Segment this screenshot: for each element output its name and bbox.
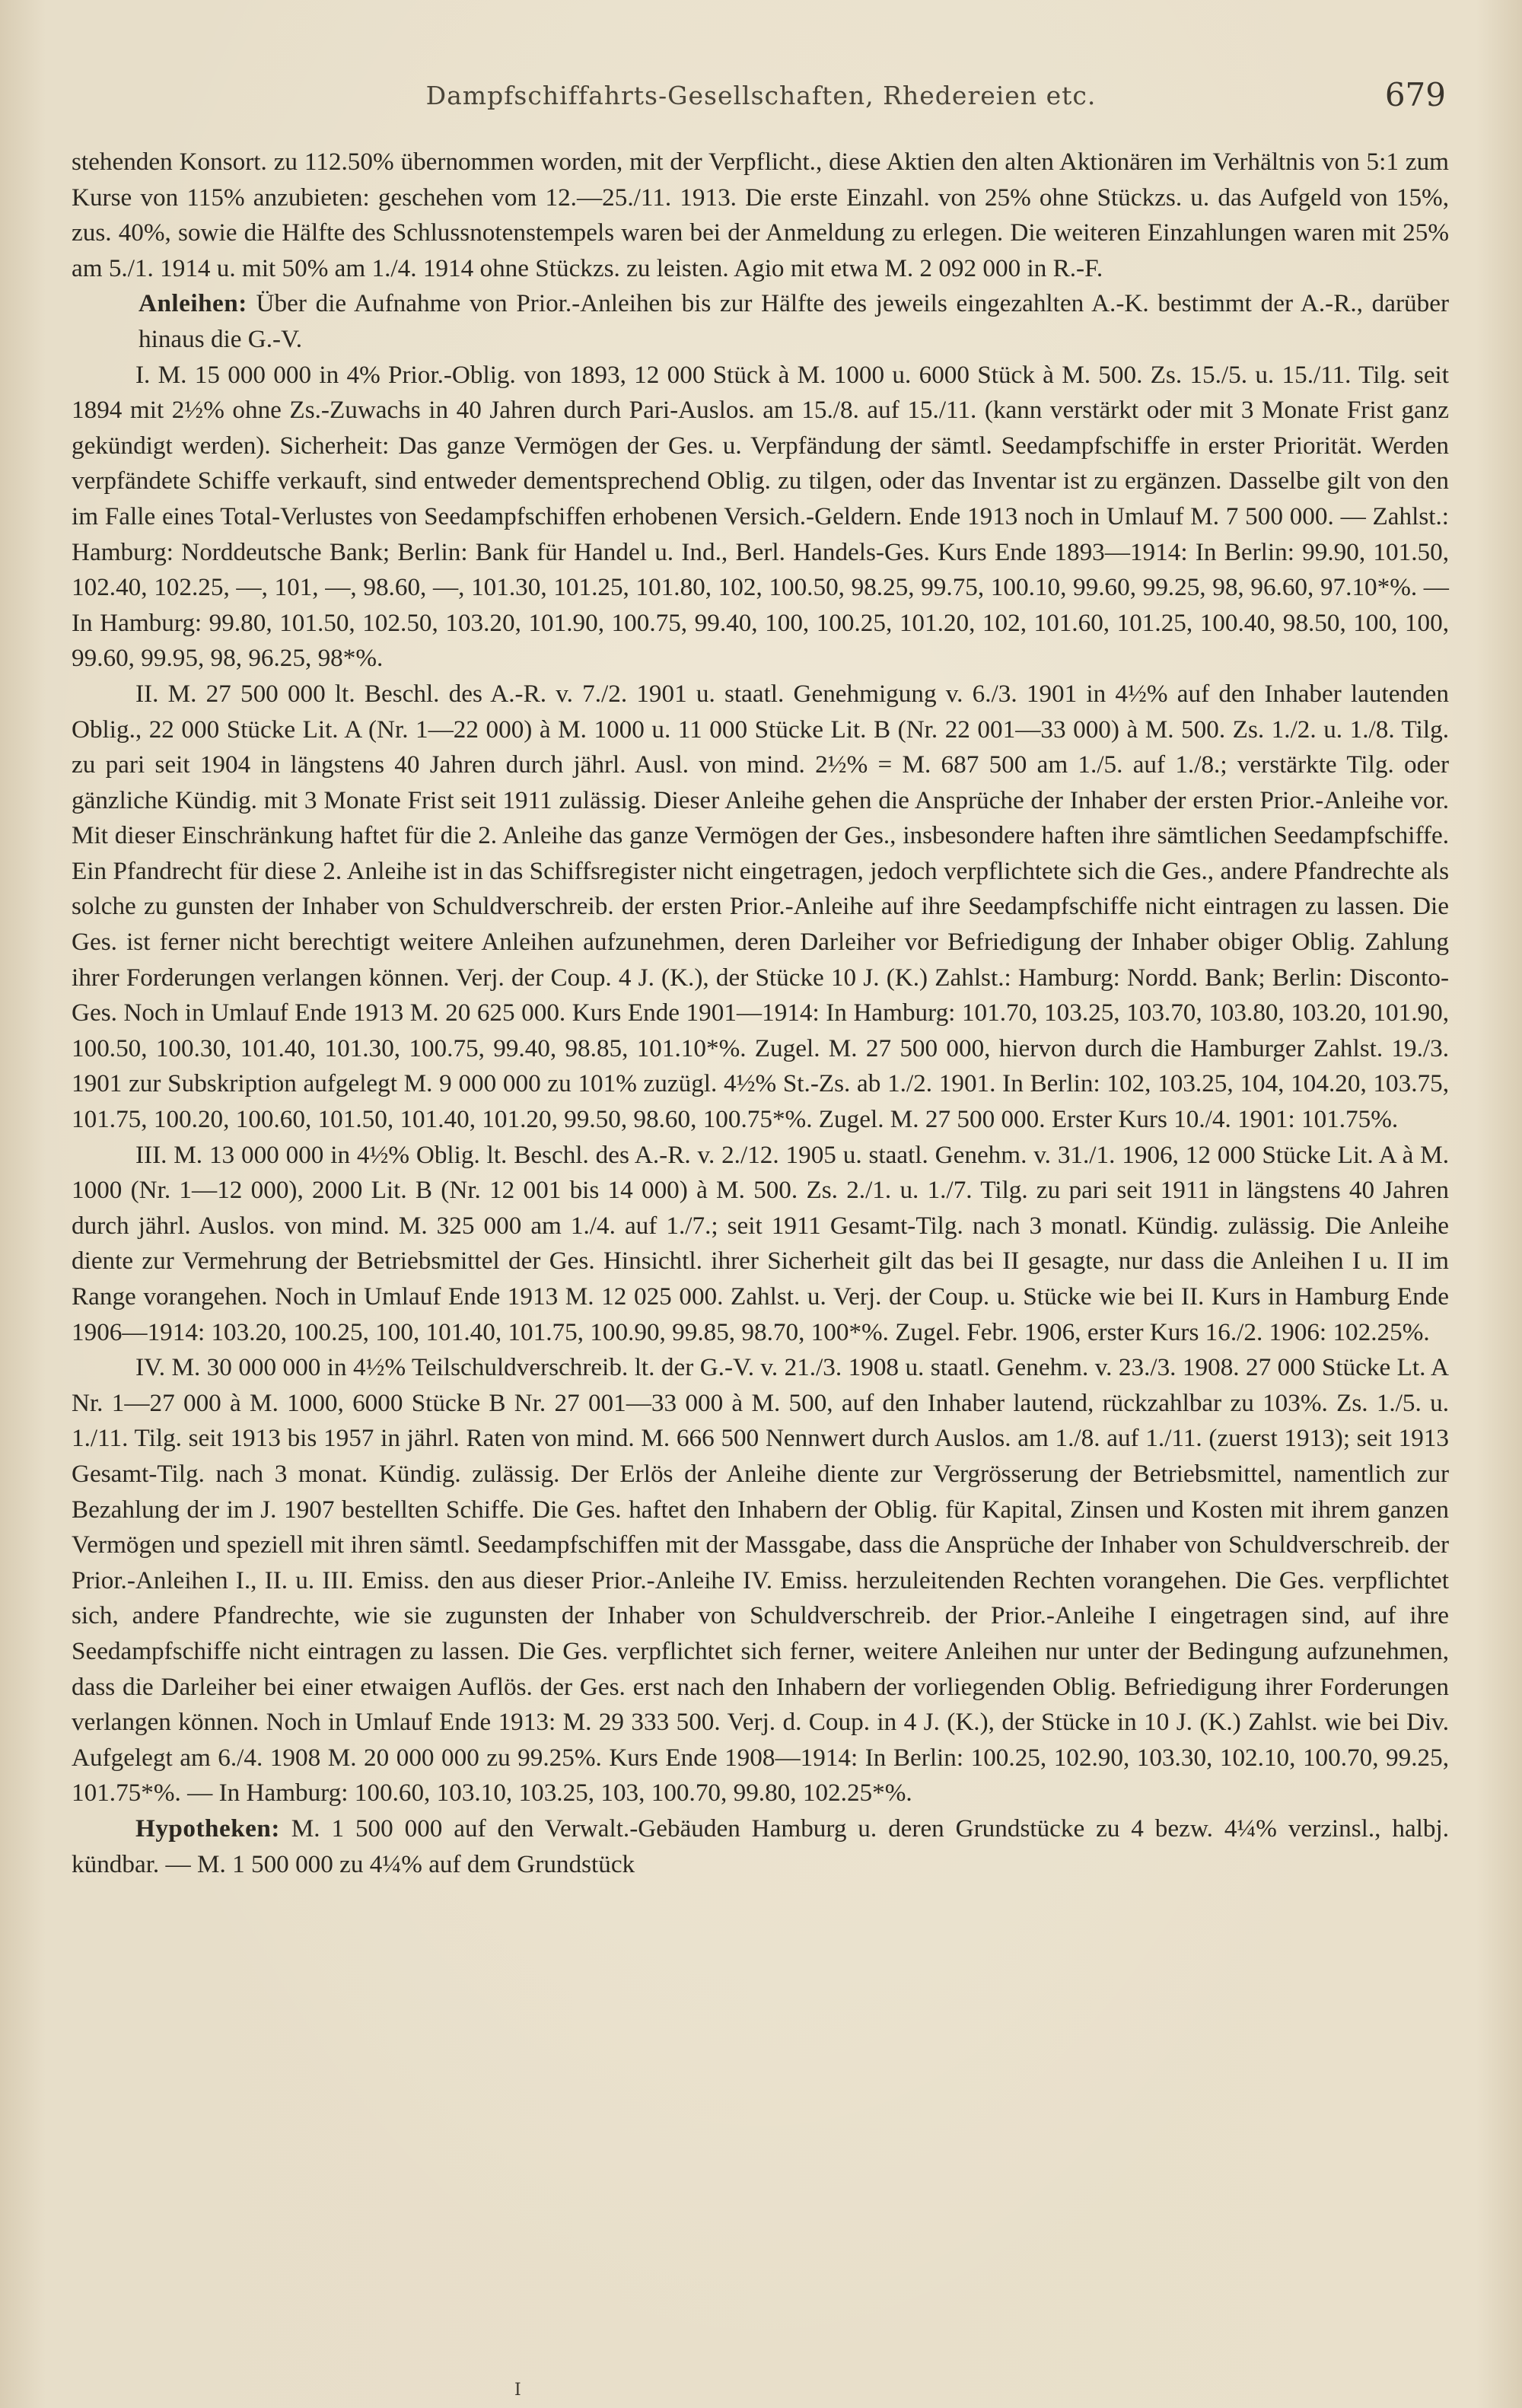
body-text [72, 145, 1449, 1882]
paragraph-text: M. 1 500 000 auf den Verwalt.-Gebäuden Hamburg u. deren Grundstücke zu 4 bezw. 4¼% verzinsl., halbj. kündbar. — M. 1 500 000 zu 4¼% auf dem Grundstück [72, 1814, 1450, 1878]
section-lead-anleihen: Anleihen: [139, 289, 247, 318]
paragraph-text: IV. M. 30 000 000 in 4½% Teilschuldverschreib. lt. der G.-V. v. 21./3. 1908 u. staatl. Genehm. v. 23./3. 1908. 27 000 Stücke Lt. A Nr. 1—27 000 à M. 1000, 6000 Stücke B Nr. 27 001—33 000 à M. 500, auf den Inhaber lautend, rückzahlbar zu 103%. Zs. 1./5. u. 1./11. Tilg. seit 1913 bis 1957 in jährl. Raten von mind. M. 666 500 Nennwert durch Auslos. am 1./8. auf 1./11. (zuerst 1913); seit 1913 Gesamt-Tilg. nach 3 monat. Kündig. zulässig. Der Erlös der Anleihe diente zur Vergrösserung der Betriebsmittel, namentlich zur Bezahlung der im J. 1907 bestellten Schiffe. Die Ges. haftet den Inhabern der Oblig. für Kapital, Zinsen und Kosten mit ihrem ganzen Vermögen und speziell mit ihren sämtl. Seedampfschiffen mit der Massgabe, dass die Ansprüche der Inhaber von Schuldverschreib. der Prior.-Anleihen I., II. u. III. Emiss. den aus dieser Prior.-Anleihe IV. Emiss. herzuleitenden Rechten vorangehen. Die Ges. verpflichtet sich, andere Pfandrechte, wie sie zugunsten der Inhaber von Schuldverschreib. der Prior.-Anleihe I eingetragen sind, auf ihre Seedampfschiffe nicht eintragen zu lassen. Die Ges. verpflichtet sich ferner, weitere Anleihen nur unter der Bedingung aufzunehmen, dass die Darleiher bei einer etwaigen Auflös. der Ges. erst nach den Inhabern der vorliegenden Oblig. Befriedigung ihrer Forderungen verlangen können. Noch in Umlauf Ende 1913: M. 29 333 500. Verj. d. Coup. in 4 J. (K.), der Stücke in 10 J. (K.) Zahlst. wie bei Div. Aufgelegt am 6./4. 1908 M. 20 000 000 zu 99.25%. Kurs Ende 1908—1914: In Berlin: 100.25, 102.90, 103.30, 102.10, 100.70, 99.25, 101.75*%. — In Hamburg: 100.60, 103.10, 103.25, 103, 100.70, 99.80, 102.25*%. [72, 1353, 1449, 1808]
page-header [0, 76, 1522, 122]
loan-iv [72, 1350, 1449, 1811]
paragraph-hypotheken [72, 1811, 1449, 1882]
paragraph-text: III. M. 13 000 000 in 4½% Oblig. lt. Beschl. des A.-R. v. 2./12. 1905 u. staatl. Genehm. v. 31./1. 1906, 12 000 Stücke Lit. A à M. 1000 (Nr. 1—12 000), 2000 Lit. B (Nr. 12 001 bis 14 000) à M. 500. Zs. 2./1. u. 1./7. Tilg. zu pari seit 1911 in längstens 40 Jahren durch jährl. Auslos. von mind. M. 325 000 am 1./4. auf 1./7.; seit 1911 Gesamt-Tilg. nach 3 monatl. Kündig. zulässig. Die Anleihe diente zur Vermehrung der Betriebsmittel der Ges. Hinsichtl. ihrer Sicherheit gilt das bei II gesagte, nur dass die Anleihen I u. II im Range vorangehen. Noch in Umlauf Ende 1913 M. 12 025 000. Zahlst. u. Verj. der Coup. u. Stücke wie bei II. Kurs in Hamburg Ende 1906—1914: 103.20, 100.25, 100, 101.40, 101.75, 100.90, 99.85, 98.70, 100*%. Zugel. Febr. 1906, erster Kurs 16./2. 1906: 102.25%. [72, 1140, 1449, 1346]
paragraph-anleihen [72, 286, 1449, 357]
paragraph-consortium [72, 145, 1449, 286]
loan-ii [72, 677, 1449, 1138]
loan-iii [72, 1138, 1449, 1351]
section-lead-hypotheken: Hypotheken: [135, 1814, 280, 1843]
signature-mark: I [514, 2381, 521, 2400]
paragraph-text: Über die Aufnahme von Prior.-Anleihen bis zur Hälfte des jeweils eingezahlten A.-K. bestimmt der A.-R., darüber hinaus die G.-V. [139, 289, 1450, 353]
running-title: Dampfschiffahrts-Gesellschaften, Rhedereien etc. [425, 81, 1097, 110]
loan-i [72, 358, 1449, 677]
paragraph-text: I. M. 15 000 000 in 4% Prior.-Oblig. von 1893, 12 000 Stück à M. 1000 u. 6000 Stück à M. 500. Zs. 15./5. u. 15./11. Tilg. seit 1894 mit 2½% ohne Zs.-Zuwachs in 40 Jahren durch Pari-Auslos. am 15./8. auf 15./11. (kann verstärkt oder mit 3 Monate Frist ganz gekündigt werden). Sicherheit: Das ganze Vermögen der Ges. u. Verpfändung der sämtl. Seedampfschiffe in erster Priorität. Werden verpfändete Schiffe verkauft, sind entweder dementsprechend Oblig. zu tilgen, oder das Inventar ist zu ergänzen. Dasselbe gilt von den im Falle eines Total-Verlustes von Seedampfschiffen erhobenen Versich.-Geldern. Ende 1913 noch in Umlauf M. 7 500 000. — Zahlst.: Hamburg: Norddeutsche Bank; Berlin: Bank für Handel u. Ind., Berl. Handels-Ges. Kurs Ende 1893—1914: In Berlin: 99.90, 101.50, 102.40, 102.25, —, 101, —, 98.60, —, 101.30, 101.25, 101.80, 102, 100.50, 98.25, 99.75, 100.10, 99.60, 99.25, 98, 96.60, 97.10*%. — In Hamburg: 99.80, 101.50, 102.50, 103.20, 101.90, 100.75, 99.40, 100, 100.25, 101.20, 102, 101.60, 101.25, 100.40, 98.50, 100, 100, 99.60, 99.95, 98, 96.25, 98*%. [72, 360, 1449, 673]
paragraph-text: II. M. 27 500 000 lt. Beschl. des A.-R. v. 7./2. 1901 u. staatl. Genehmigung v. 6./3. 1901 in 4½% auf den Inhaber lautenden Oblig., 22 000 Stücke Lit. A (Nr. 1—22 000) à M. 1000 u. 11 000 Stücke Lit. B (Nr. 22 001—33 000) à M. 500. Zs. 1./2. u. 1./8. Tilg. zu pari seit 1904 in längstens 40 Jahren durch jährl. Ausl. von mind. 2½% = M. 687 500 am 1./5. auf 1./8.; verstärkte Tilg. oder gänzliche Kündig. mit 3 Monate Frist seit 1911 zulässig. Dieser Anleihe gehen die Ansprüche der Inhaber der ersten Prior.-Anleihe vor. Mit dieser Einschränkung haftet für die 2. Anleihe das ganze Vermögen der Ges., insbesondere haften ihre sämtlichen Seedampfschiffe. Ein Pfandrecht für diese 2. Anleihe ist in das Schiffsregister nicht eingetragen, jedoch verpflichtete sich die Ges., andere Pfandrechte als solche zu gunsten der Inhaber von Schuldverschreib. der ersten Prior.-Anleihe auf ihre Seedampfschiffe nicht eintragen zu lassen. Die Ges. ist ferner nicht berechtigt weitere Anleihen aufzunehmen, deren Darleiher vor Befriedigung der Inhaber obiger Oblig. Zahlung ihrer Forderungen verlangen können. Verj. der Coup. 4 J. (K.), der Stücke 10 J. (K.) Zahlst.: Hamburg: Nordd. Bank; Berlin: Disconto-Ges. Noch in Umlauf Ende 1913 M. 20 625 000. Kurs Ende 1901—1914: In Hamburg: 101.70, 103.25, 103.70, 103.80, 103.20, 101.90, 100.50, 100.30, 101.40, 101.30, 100.75, 99.40, 98.85, 101.10*%. Zugel. M. 27 500 000, hiervon durch die Hamburger Zahlst. 19./3. 1901 zur Subskription aufgelegt M. 9 000 000 zu 101% zuzügl. 4½% St.-Zs. ab 1./2. 1901. In Berlin: 102, 103.25, 104, 104.20, 103.75, 101.75, 100.20, 100.60, 101.50, 101.40, 101.20, 99.50, 98.60, 100.75*%. Zugel. M. 27 500 000. Erster Kurs 10./4. 1901: 101.75%. [72, 679, 1449, 1134]
paragraph-text: stehenden Konsort. zu 112.50% übernommen worden, mit der Verpflicht., diese Aktien den alten Aktionären im Verhältnis von 5:1 zum Kurse von 115% anzubieten: geschehen vom 12.—25./11. 1913. Die erste Einzahl. von 25% ohne Stückzs. u. das Aufgeld von 15%, zus. 40%, sowie die Hälfte des Schlussnotenstempels waren bei der Anmeldung zu erlegen. Die weiteren Einzahlungen waren mit 25% am 5./1. 1914 u. mit 50% am 1./4. 1914 ohne Stückzs. zu leisten. Agio mit etwa M. 2 092 000 in R.-F. [72, 148, 1449, 282]
page-number: 679 [1384, 76, 1446, 113]
